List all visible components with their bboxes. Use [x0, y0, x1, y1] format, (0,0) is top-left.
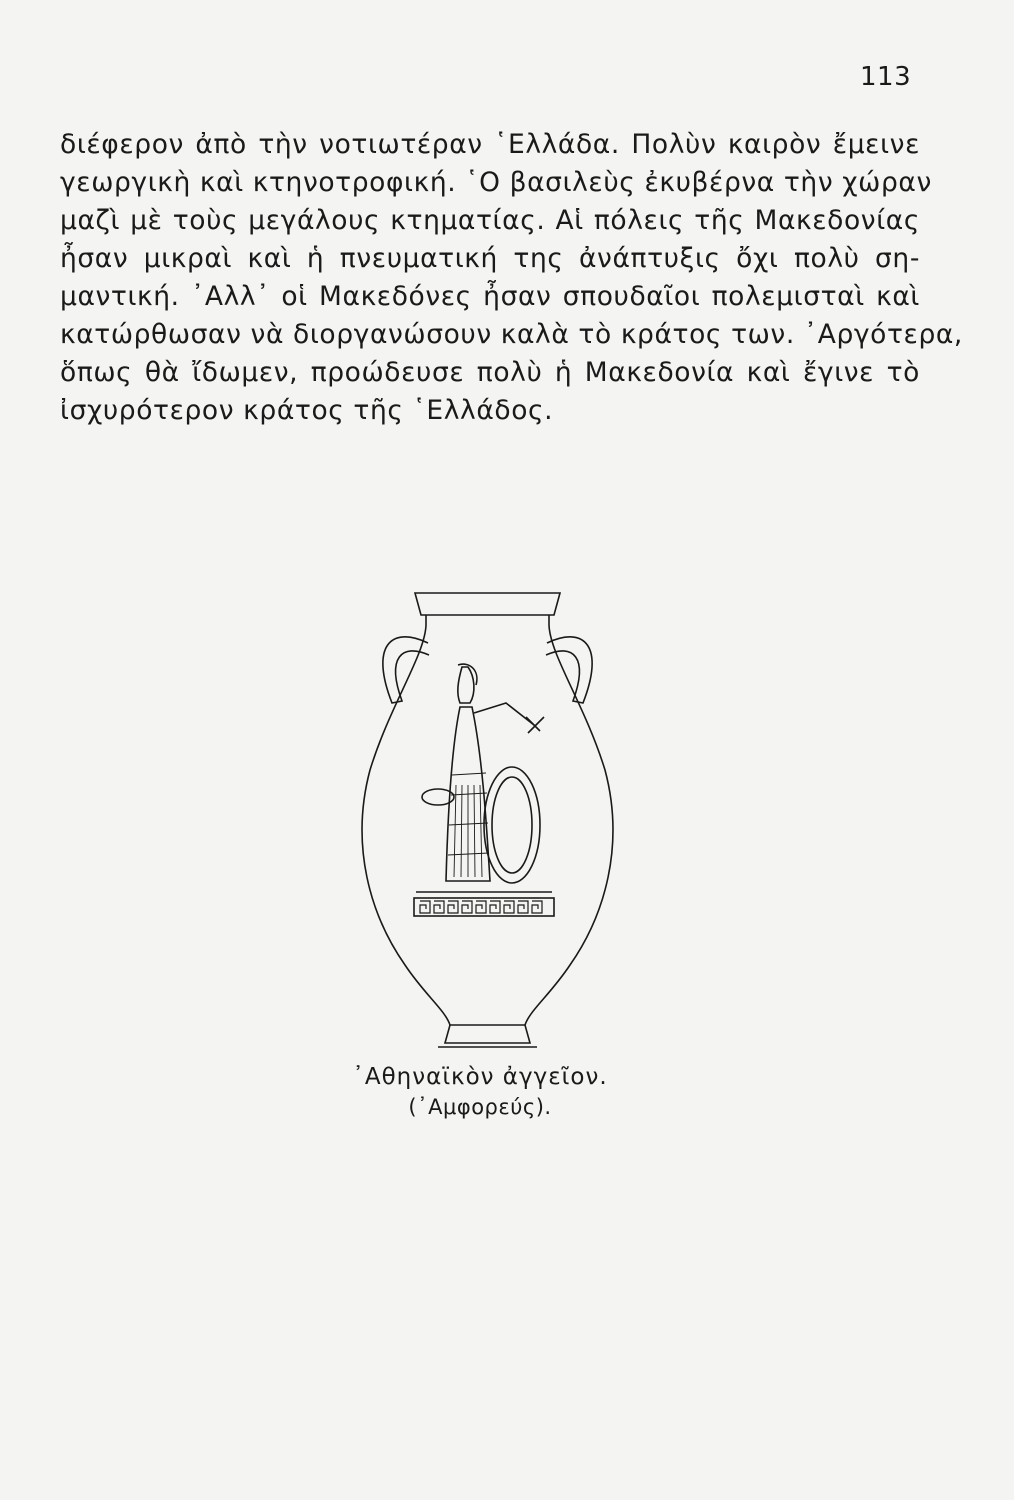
text-line: ὅπως θὰ ἴδωμεν, προώδευσε πολὺ ἡ Μακεδονία καὶ ἔγινε τὸ: [60, 357, 920, 388]
body-paragraph: [60, 126, 963, 430]
text-line: μαζὶ μὲ τοὺς μεγάλους κτηματίας. Αἱ πόλεις τῆς Μακεδονίας: [60, 205, 920, 236]
caption-title: ᾿Αθηναϊκὸν ἀγγεῖον.: [352, 1064, 608, 1090]
figure-caption: [280, 1062, 680, 1122]
page-number: 113: [860, 62, 912, 92]
amphora-illustration: [330, 585, 630, 1065]
text-line: ἦσαν μικραὶ καὶ ἡ πνευματική της ἀνάπτυξις ὄχι πολὺ ση-: [60, 243, 920, 274]
text-line: μαντική. ᾿Αλλ᾿ οἱ Μακεδόνες ἦσαν σπουδαῖοι πολεμισταὶ καὶ: [60, 281, 920, 312]
text-line: γεωργικὴ καὶ κτηνοτροφική. ῾Ο βασιλεὺς ἐκυβέρνα τὴν χώραν: [60, 167, 932, 198]
amphora-drawing: [330, 585, 630, 1065]
text-line: κατώρθωσαν νὰ διοργανώσουν καλὰ τὸ κράτος των. ᾿Αργότερα,: [60, 319, 963, 350]
caption-subtitle: (᾿Αμφορεύς).: [408, 1095, 552, 1119]
text-line: διέφερον ἀπὸ τὴν νοτιωτέραν ῾Ελλάδα. Πολὺν καιρὸν ἔμεινε: [60, 129, 920, 160]
text-line: ἰσχυρότερον κράτος τῆς ῾Ελλάδος.: [60, 395, 554, 426]
